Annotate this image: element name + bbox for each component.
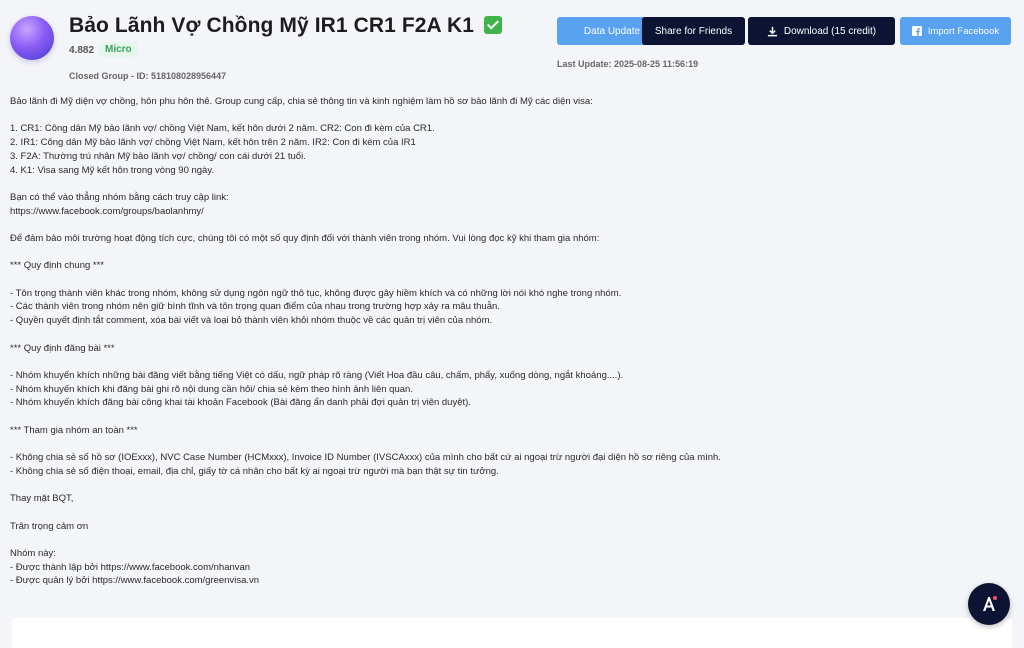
paragraph-spacer xyxy=(10,506,1010,520)
paragraph-spacer xyxy=(10,109,1010,123)
import-facebook-label: Import Facebook xyxy=(927,25,1000,37)
description-line: Bạn có thể vào thẳng nhóm bằng cách truy cập link: xyxy=(10,191,229,203)
import-facebook-button[interactable] xyxy=(900,17,1011,45)
description-line: - Không chia sẻ số hồ sơ (IOExxx), NVC Case Number (HCMxxx), Invoice ID Number (IVSCAxxx) của mình cho bất cứ ai ngoại trừ người đại diện hồ sơ riêng của mình. xyxy=(10,452,721,464)
size-badge: Micro xyxy=(99,42,138,57)
paragraph-spacer xyxy=(10,479,1010,493)
paragraph-spacer xyxy=(10,437,1010,451)
description-line: *** Quy định đăng bài *** xyxy=(10,342,115,354)
rating-score: 4.882 xyxy=(69,45,95,56)
description-line: Bảo lãnh đi Mỹ diện vợ chồng, hôn phu hôn thê. Group cung cấp, chia sẻ thông tin và kinh nghiệm làm hồ sơ bảo lãnh đi Mỹ các diện visa: xyxy=(10,96,593,107)
share-button[interactable] xyxy=(642,17,745,45)
description-line: - Được quản lý bởi https://www.facebook.com/greenvisa.vn xyxy=(10,575,260,587)
download-icon xyxy=(767,26,778,37)
description-line: - Tôn trọng thành viên khác trong nhóm, không sử dụng ngôn ngữ thô tục, không được gây hiềm khích và có những lời nói khó nghe trong nhóm. xyxy=(10,287,622,299)
description-line: *** Quy định chung *** xyxy=(10,260,105,272)
description-line: 4. K1: Visa sang Mỹ kết hôn trong vòng 90 ngày. xyxy=(10,164,215,176)
download-button[interactable] xyxy=(748,17,895,45)
description-line: *** Tham gia nhóm an toàn *** xyxy=(10,424,138,436)
description-line: - Nhóm khuyến khích khi đăng bài ghi rõ nội dung cần hỏi/ chia sẻ kèm theo hình ảnh liên quan. xyxy=(10,383,413,395)
facebook-icon xyxy=(912,26,922,36)
verified-check-icon xyxy=(484,16,502,34)
description-line: Trân trọng cảm ơn xyxy=(10,520,89,532)
description-line: Thay mặt BQT, xyxy=(10,493,74,505)
assistant-fab-button[interactable] xyxy=(968,583,1010,625)
description-line: - Quyền quyết định tắt comment, xóa bài viết và loại bỏ thành viên khỏi nhóm thuộc về các quản trị viên của nhóm. xyxy=(10,315,493,327)
last-update-timestamp: Last Update: 2025-08-25 11:56:19 xyxy=(557,59,699,69)
bottom-panel xyxy=(12,618,1012,648)
paragraph-spacer xyxy=(10,246,1010,260)
description-line: 2. IR1: Công dân Mỹ bảo lãnh vợ/ chồng Việt Nam, kết hôn trên 2 năm. IR2: Con đi kèm của IR1 xyxy=(10,137,416,149)
description-line: 3. F2A: Thường trú nhân Mỹ bảo lãnh vợ/ chồng/ con cái dưới 21 tuổi. xyxy=(10,150,306,162)
page-title xyxy=(69,14,502,38)
paragraph-spacer xyxy=(10,177,1010,191)
paragraph-spacer xyxy=(10,273,1010,287)
description-line: Nhóm này: xyxy=(10,548,56,560)
paragraph-spacer xyxy=(10,533,1010,547)
share-label: Share for Friends xyxy=(654,25,733,37)
paragraph-spacer xyxy=(10,328,1010,342)
description-line: - Không chia sẻ số điện thoại, email, địa chỉ, giấy tờ cá nhân cho bất kỳ ai ngoại trừ người mà bạn thật sự tin tưởng. xyxy=(10,465,499,477)
paragraph-spacer xyxy=(10,410,1010,424)
description-line: 1. CR1: Công dân Mỹ bảo lãnh vợ/ chồng Việt Nam, kết hôn dưới 2 năm. CR2: Con đi kèm của CR1. xyxy=(10,123,435,135)
paragraph-spacer xyxy=(10,355,1010,369)
data-update-label: Data Update xyxy=(583,25,641,37)
download-label: Download (15 credit) xyxy=(783,25,877,37)
paragraph-spacer xyxy=(10,218,1010,232)
description-line: - Các thành viên trong nhóm nên giữ bình tĩnh và tôn trọng quan điểm của nhau trong trường hợp xảy ra mâu thuẫn. xyxy=(10,301,500,313)
description-line: Để đảm bảo môi trường hoạt động tích cực, chúng tôi có một số quy định đối với thành viên trong nhóm. Vui lòng đọc kỹ khi tham gia nhóm: xyxy=(10,232,600,244)
assistant-logo-icon xyxy=(979,594,999,614)
description-line: https://www.facebook.com/groups/baolanhmy/ xyxy=(10,205,204,217)
group-title-text: Bảo Lãnh Vợ Chồng Mỹ IR1 CR1 F2A K1 xyxy=(69,14,475,37)
description-line: - Nhóm khuyến khích đăng bài công khai tài khoản Facebook (Bài đăng ẩn danh phải đợi quản trị viên duyệt). xyxy=(10,397,471,409)
group-description xyxy=(10,95,1010,588)
group-avatar xyxy=(10,16,54,60)
description-line: - Nhóm khuyến khích những bài đăng viết bằng tiếng Việt có dấu, ngữ pháp rõ ràng (Viết Hoa đầu câu, chấm, phẩy, xuống dòng, ngắt khoảng....). xyxy=(10,369,624,381)
description-line: - Được thành lập bởi https://www.facebook.com/nhanvan xyxy=(10,561,251,573)
group-info: Closed Group - ID: 518108028956447 xyxy=(69,71,227,81)
